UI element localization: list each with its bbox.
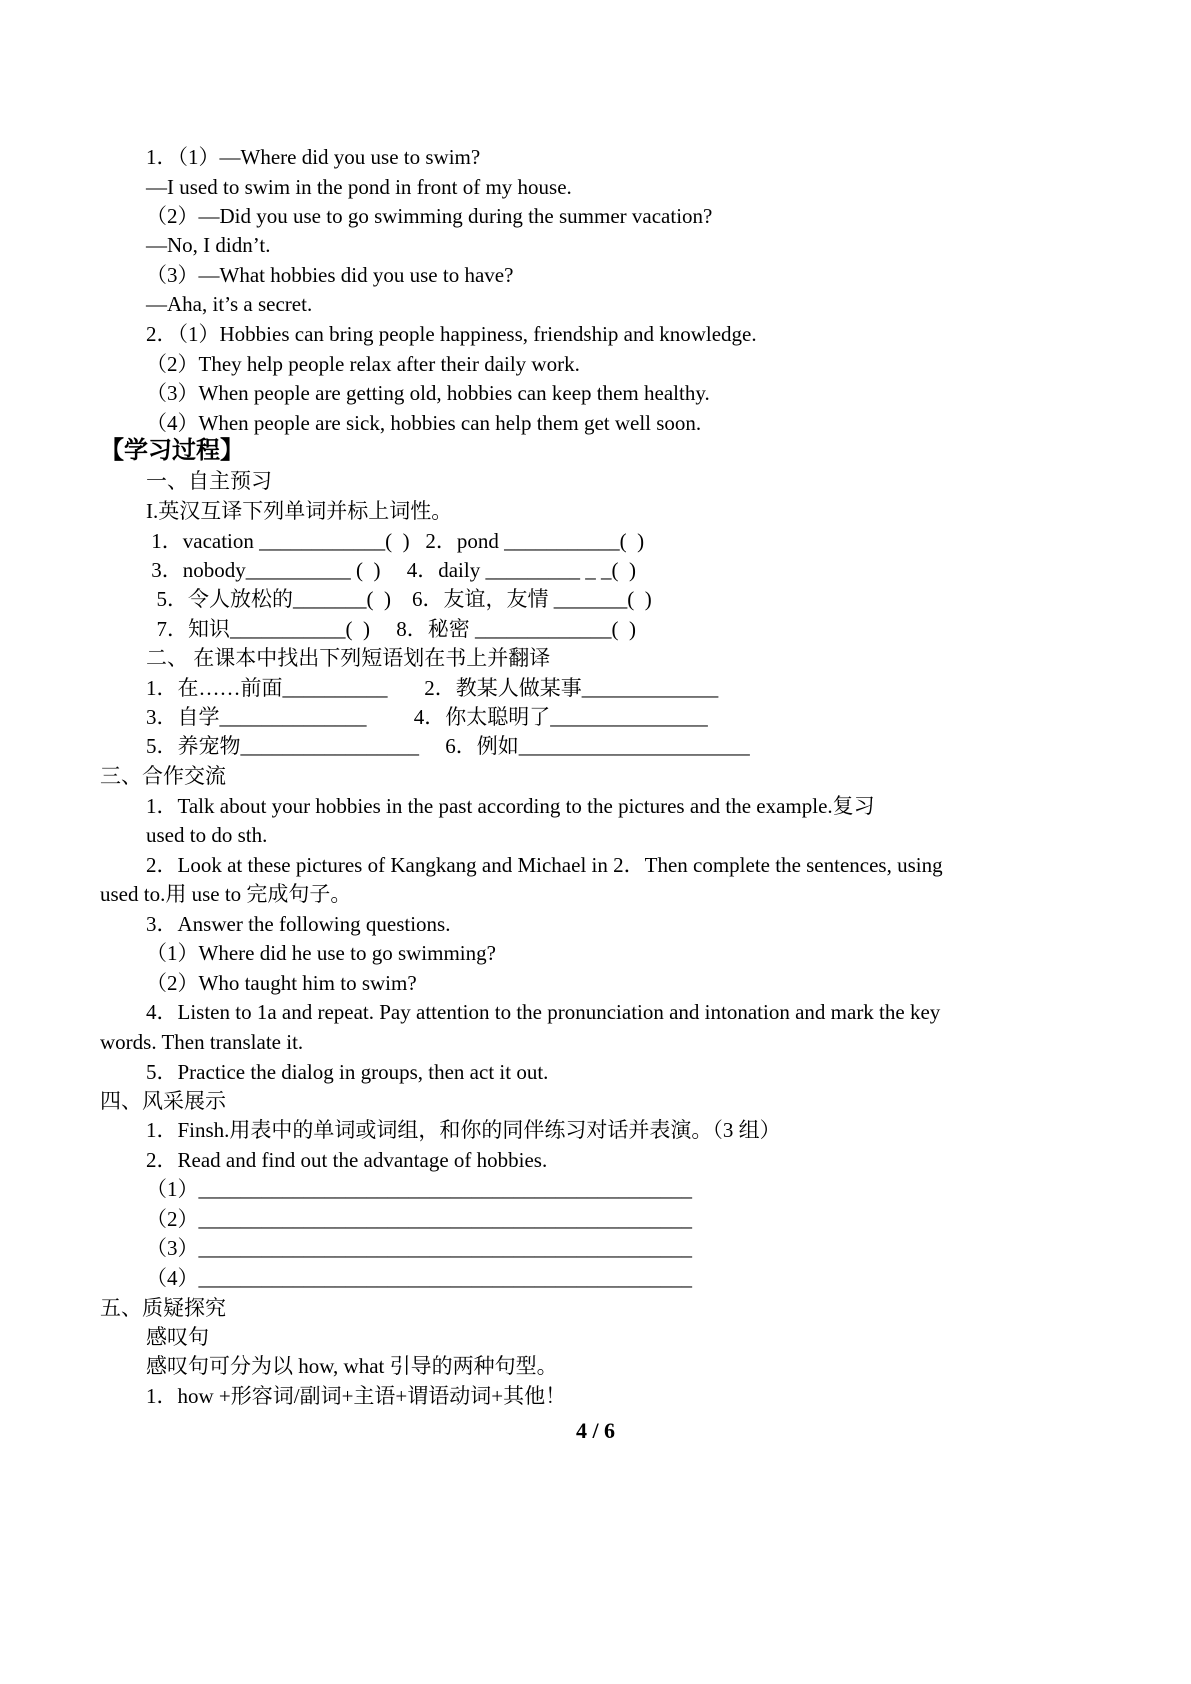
section3-line: 5．Practice the dialog in groups, then act it out. (146, 1060, 549, 1084)
answer-blank: （4）_______________________________________________ (146, 1266, 692, 1290)
answer-blank: （1）_______________________________________________ (146, 1177, 692, 1201)
section3-line: （1）Where did he use to go swimming? (146, 941, 496, 965)
section4-line: 2．Read and find out the advantage of hobbies. (146, 1148, 548, 1172)
phrase-row: 3．自学______________ 4．你太聪明了_______________ (146, 705, 708, 729)
benefit-line: （3）When people are getting old, hobbies can keep them healthy. (146, 381, 710, 405)
section3-line: words. Then translate it. (100, 1030, 304, 1054)
page-number: 4 / 6 (575, 1418, 616, 1443)
dialog-line: （2）—Did you use to go swimming during the summer vacation? (146, 204, 713, 228)
phrase-row: 1．在……前面__________ 2．教某人做某事_____________ (146, 676, 719, 700)
section5-title: 五、质疑探究 (100, 1296, 226, 1320)
section4-line: 1．Finsh.用表中的单词或词组，和你的同伴练习对话并表演。（3 组） (146, 1118, 781, 1142)
section5-line: 1．how +形容词/副词+主语+谓语动词+其他！ (146, 1384, 567, 1408)
dialog-line: —No, I didn’t. (146, 233, 271, 257)
benefit-line: （2）They help people relax after their daily work. (146, 352, 580, 376)
learning-process-heading: 【学习过程】 (100, 438, 244, 464)
section3-title: 三、合作交流 (100, 764, 226, 788)
vocab-row: 7．知识___________( ) 8．秘密 _____________( ) (146, 617, 636, 641)
answer-blank: （3）_______________________________________________ (146, 1236, 692, 1260)
dialog-line: —I used to swim in the pond in front of my house. (146, 175, 572, 199)
section3-line: （2）Who taught him to swim? (146, 971, 417, 995)
section5-line: 感叹句 (146, 1325, 209, 1349)
vocab-row: 3．nobody__________ ( ) 4．daily _________ _ _( ) (146, 558, 636, 582)
section2-title: 二、 在课本中找出下列短语划在书上并翻译 (146, 646, 551, 670)
section3-line: 1．Talk about your hobbies in the past according to the pictures and the example.复习 (146, 794, 875, 818)
vocab-row: 1．vacation ____________( ) 2．pond ___________( ) (146, 529, 645, 553)
section3-line: used to.用 use to 完成句子。 (100, 882, 352, 906)
dialog-line: （3）—What hobbies did you use to have? (146, 263, 514, 287)
dialog-line: —Aha, it’s a secret. (146, 292, 313, 316)
section3-line: 3．Answer the following questions. (146, 912, 451, 936)
section5-line: 感叹句可分为以 how, what 引导的两种句型。 (146, 1354, 558, 1378)
dialog-line: 1．（1）—Where did you use to swim? (146, 145, 481, 169)
section4-title: 四、风采展示 (100, 1089, 226, 1113)
answer-blank: （2）_______________________________________________ (146, 1207, 692, 1231)
benefit-line: （4）When people are sick, hobbies can help them get well soon. (146, 411, 702, 435)
section1-title: 一、自主预习 (146, 469, 272, 493)
section3-line: used to do sth. (146, 823, 268, 847)
section3-line: 4．Listen to 1a and repeat. Pay attention to the pronunciation and intonation and mark the key (146, 1000, 941, 1024)
phrase-row: 5．养宠物_________________ 6．例如______________________ (146, 734, 750, 758)
vocab-row: 5．令人放松的_______( ) 6．友谊，友情 _______( ) (146, 587, 652, 611)
benefit-line: 2．（1）Hobbies can bring people happiness, friendship and knowledge. (146, 322, 757, 346)
section3-line: 2．Look at these pictures of Kangkang and Michael in 2．Then complete the sentences, using (146, 853, 943, 877)
section1-instruction: I.英汉互译下列单词并标上词性。 (146, 499, 453, 523)
